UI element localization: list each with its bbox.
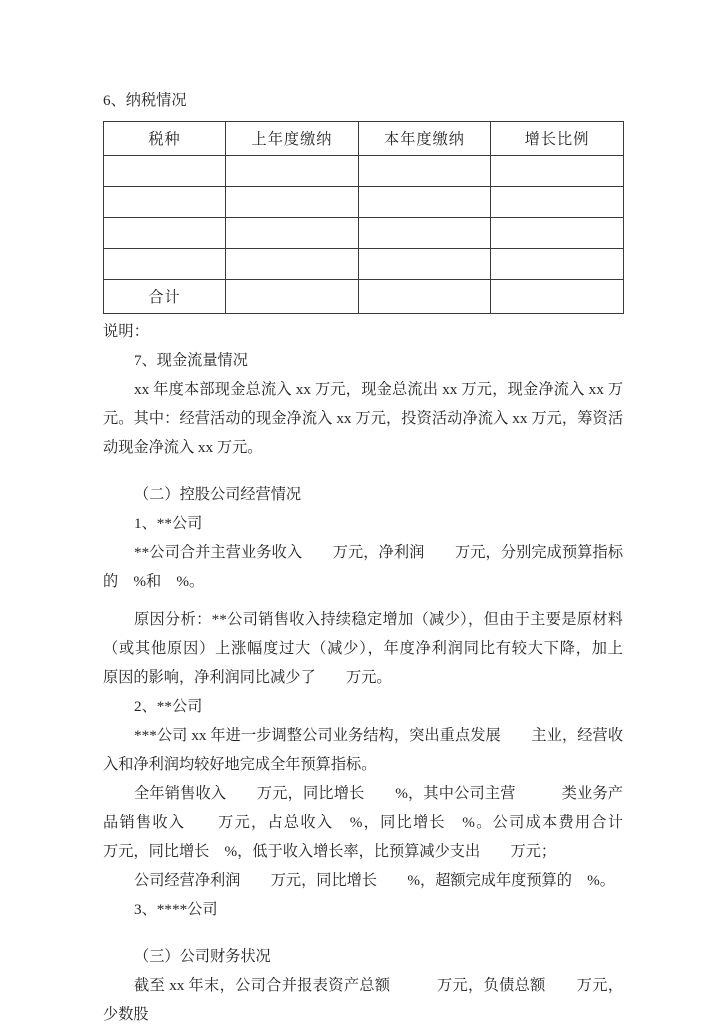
subsection-heading-company-3: 3、****公司 (134, 901, 218, 918)
section-heading-holding-companies: （二）控股公司经营情况 (134, 486, 302, 503)
table-cell (359, 218, 491, 249)
table-cell (226, 249, 359, 280)
table-cell (491, 187, 624, 218)
table-total-cell (226, 280, 359, 314)
table-cell (359, 156, 491, 187)
company-1-cause-analysis: 原因分析：**公司销售收入持续稳定增加（减少），但由于主要是原材料（或其他原因）上涨幅度过大（减少），年度净利润同比有较大下降，加上 原因的影响，净利润同比减少了 万元。 (103, 611, 669, 686)
table-row (104, 218, 624, 249)
table-row (104, 187, 624, 218)
table-total-cell (491, 280, 624, 314)
section-heading-cashflow: 7、现金流量情况 (134, 352, 248, 369)
table-total-label: 合计 (104, 280, 226, 314)
table-row (104, 156, 624, 187)
subsection-heading-company-2: 2、**公司 (134, 698, 203, 715)
company-2-paragraph-1: ***公司 xx 年进一步调整公司业务结构，突出重点发展 主业，经营收入和净利润均较好地完成全年预算指标。 (103, 727, 623, 773)
table-cell (359, 249, 491, 280)
company-2-paragraph-2: 全年销售收入 万元，同比增长 %，其中公司主营 类业务产品销售收入 万元，占总收入 %，同比增长 %。公司成本费用合计 万元，同比增长 %，低于收入增长率，比预算减少支出 万元； (103, 785, 654, 860)
company-1-paragraph: **公司合并主营业务收入 万元，净利润 万元，分别完成预算指标的 %和 %。 (103, 544, 623, 590)
table-total-cell (359, 280, 491, 314)
company-2-paragraph-3: 公司经营净利润 万元，同比增长 %，超额完成年度预算的 %。 (134, 872, 615, 889)
financial-status-paragraph: 截至 xx 年末，公司合并报表资产总额 万元，负债总额 万元，少数股 (103, 977, 623, 1023)
section-heading-tax: 6、纳税情况 (103, 92, 187, 109)
table-cell (226, 187, 359, 218)
table-header-current-year: 本年度缴纳 (359, 122, 491, 156)
table-header-growth-rate: 增长比例 (491, 122, 624, 156)
table-cell (104, 187, 226, 218)
table-cell (104, 249, 226, 280)
table-cell (359, 187, 491, 218)
cashflow-paragraph: xx 年度本部现金总流入 xx 万元，现金总流出 xx 万元，现金净流入 xx 万元。其中：经营活动的现金净流入 xx 万元，投资活动净流入 xx 万元，筹资活动现金净流入 xx 万元。 (103, 381, 623, 456)
table-header-tax-type: 税种 (104, 122, 226, 156)
table-cell (104, 156, 226, 187)
table-row (104, 249, 624, 280)
note-label: 说明： (103, 323, 150, 340)
table-cell (491, 156, 624, 187)
table-cell (104, 218, 226, 249)
table-cell (491, 249, 624, 280)
document-content (103, 86, 669, 1029)
tax-table (103, 121, 624, 314)
table-cell (491, 218, 624, 249)
table-header-row (104, 122, 624, 156)
table-cell (226, 218, 359, 249)
table-header-prev-year: 上年度缴纳 (226, 122, 359, 156)
subsection-heading-company-1: 1、**公司 (134, 515, 203, 532)
table-cell (226, 156, 359, 187)
table-total-row (104, 280, 624, 314)
section-heading-financial-status: （三）公司财务状况 (134, 948, 271, 965)
